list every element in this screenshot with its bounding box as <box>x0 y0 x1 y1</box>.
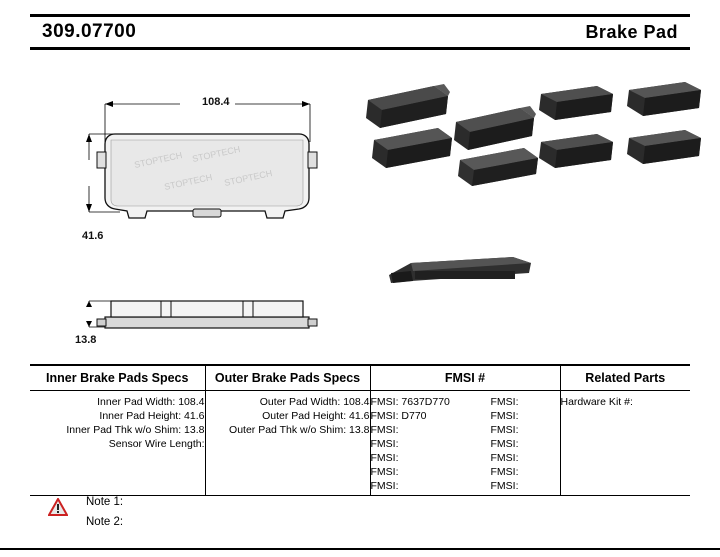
brake-pad-photo-right <box>535 80 710 210</box>
pad-logo-text: STOPTECH <box>191 144 242 164</box>
col-header-related: Related Parts <box>560 366 690 391</box>
fmsi-left-2: FMSI: D770 <box>370 410 427 422</box>
brake-pad-photo-left <box>360 78 540 208</box>
col-header-outer: Outer Brake Pads Specs <box>205 366 370 391</box>
inner-pad-thickness: Inner Pad Thk w/o Shim: 13.8 <box>66 424 205 436</box>
dimension-height: 41.6 <box>82 230 104 242</box>
fmsi-right-1: FMSI: <box>490 396 519 408</box>
footer-band <box>0 550 720 557</box>
fmsi-right-6: FMSI: <box>490 466 519 478</box>
fmsi-right-5: FMSI: <box>490 452 519 464</box>
pad-logo-text: STOPTECH <box>223 168 274 188</box>
col-header-inner: Inner Brake Pads Specs <box>30 366 205 391</box>
brake-pad-side-view <box>75 257 335 347</box>
outer-pad-thickness: Outer Pad Thk w/o Shim: 13.8 <box>229 424 370 436</box>
part-number: 309.07700 <box>42 21 137 42</box>
fmsi-row <box>371 437 560 451</box>
notes-area <box>30 494 690 542</box>
brake-pad-photo-edge <box>385 247 535 307</box>
fmsi-right-7: FMSI: <box>490 480 519 492</box>
fmsi-left-5: FMSI: <box>370 452 399 464</box>
dimension-width: 108.4 <box>202 96 230 108</box>
fmsi-left-3: FMSI: <box>370 424 399 436</box>
fmsi-left-1: FMSI: 7637D770 <box>370 396 450 408</box>
note-2: Note 2: <box>86 516 124 528</box>
outer-pad-height: Outer Pad Height: 41.6 <box>262 410 370 422</box>
fmsi-row <box>371 423 560 437</box>
fmsi-left-4: FMSI: <box>370 438 399 450</box>
col-header-fmsi: FMSI # <box>370 366 560 391</box>
dimension-thickness: 13.8 <box>75 334 97 346</box>
warning-triangle-icon <box>48 498 68 516</box>
drawing-area <box>30 62 690 352</box>
fmsi-cell <box>370 391 560 496</box>
sheet-header <box>30 14 690 50</box>
fmsi-row <box>371 451 560 465</box>
specs-table <box>30 364 690 496</box>
fmsi-right-4: FMSI: <box>490 438 519 450</box>
related-parts-cell <box>560 391 690 496</box>
fmsi-left-6: FMSI: <box>370 466 399 478</box>
specs-header-row <box>30 366 690 391</box>
fmsi-row <box>371 395 560 409</box>
outer-specs-cell <box>205 391 370 496</box>
inner-pad-height: Inner Pad Height: 41.6 <box>99 410 205 422</box>
fmsi-row <box>371 409 560 423</box>
brake-pad-front-view <box>75 82 335 267</box>
fmsi-right-3: FMSI: <box>490 424 519 436</box>
pad-logo-text: STOPTECH <box>163 172 214 192</box>
page-title: Brake Pad <box>585 21 678 42</box>
pad-logo-text: STOPTECH <box>133 150 184 170</box>
outer-pad-width: Outer Pad Width: 108.4 <box>259 396 370 408</box>
specs-body-row <box>30 391 690 496</box>
hardware-kit-number: Hardware Kit #: <box>560 396 633 408</box>
note-1: Note 1: <box>86 496 124 508</box>
inner-pad-width: Inner Pad Width: 108.4 <box>97 396 205 408</box>
fmsi-left-7: FMSI: <box>370 480 399 492</box>
sensor-wire-length: Sensor Wire Length: <box>108 438 205 450</box>
fmsi-row <box>371 479 560 493</box>
fmsi-row <box>371 465 560 479</box>
fmsi-right-2: FMSI: <box>490 410 519 422</box>
inner-specs-cell <box>30 391 205 496</box>
